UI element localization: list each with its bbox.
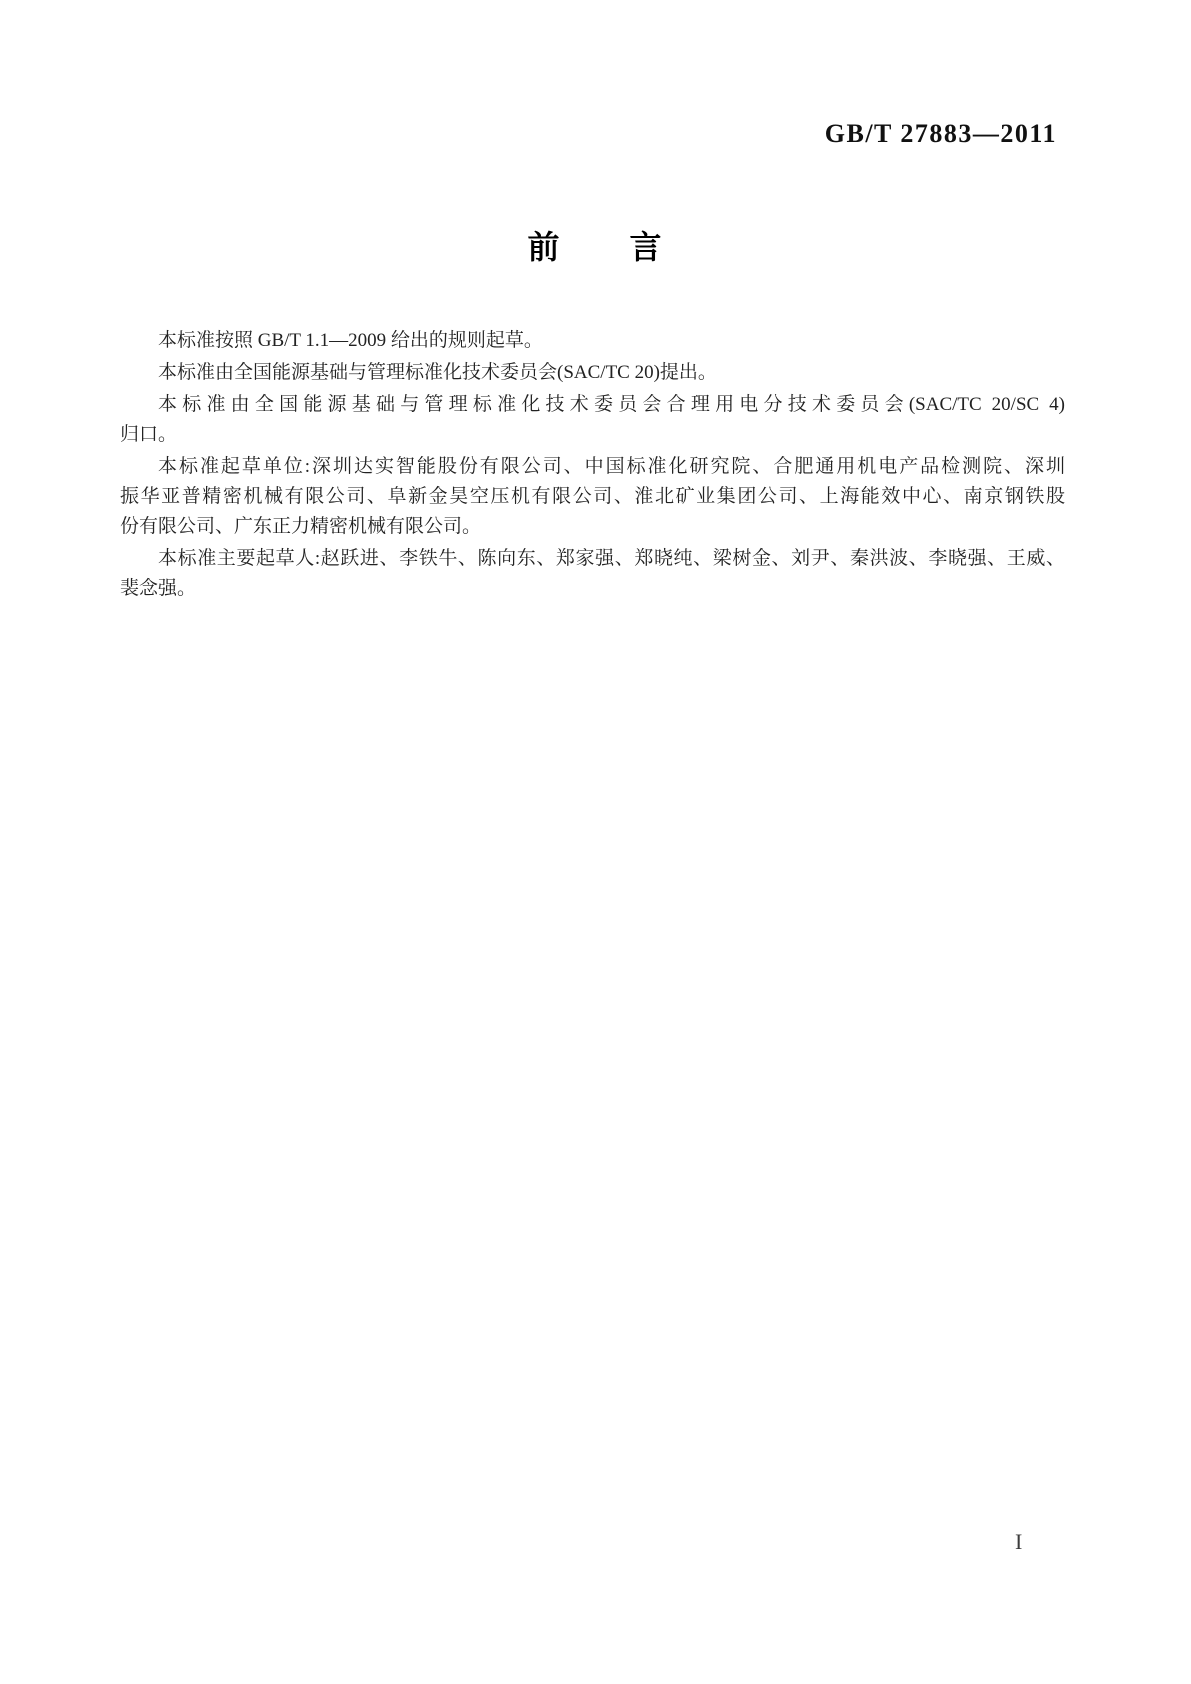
foreword-line: 本标准由全国能源基础与管理标准化技术委员会合理用电分技术委员会(SAC/TC 20/SC 4) [158,394,1065,415]
page-title: 前 言 [527,229,664,265]
foreword-line: 振华亚普精密机械有限公司、阜新金昊空压机有限公司、淮北矿业集团公司、上海能效中心、南京钢铁股 [120,486,1065,507]
page-number: I [1015,1529,1023,1554]
foreword-body [120,326,1065,606]
standard-number: GB/T 27883—2011 [824,119,1057,148]
foreword-paragraph [120,358,1065,388]
foreword-paragraph [120,326,1065,356]
foreword-line: 本标准按照 GB/T 1.1—2009 给出的规则起草。 [158,330,543,351]
foreword-line: 本标准起草单位:深圳达实智能股份有限公司、中国标准化研究院、合肥通用机电产品检测院、深圳 [158,456,1065,477]
foreword-paragraph [120,390,1065,450]
foreword-line: 份有限公司、广东正力精密机械有限公司。 [120,516,482,537]
foreword-line: 本标准由全国能源基础与管理标准化技术委员会(SAC/TC 20)提出。 [158,362,717,383]
foreword-paragraph [120,544,1065,604]
foreword-line: 本标准主要起草人:赵跃进、李铁牛、陈向东、郑家强、郑晓纯、梁树金、刘尹、秦洪波、李晓强、王威、 [158,548,1065,569]
foreword-line: 归口。 [120,424,178,445]
foreword-line: 裴念强。 [120,578,197,599]
foreword-paragraph [120,452,1065,542]
